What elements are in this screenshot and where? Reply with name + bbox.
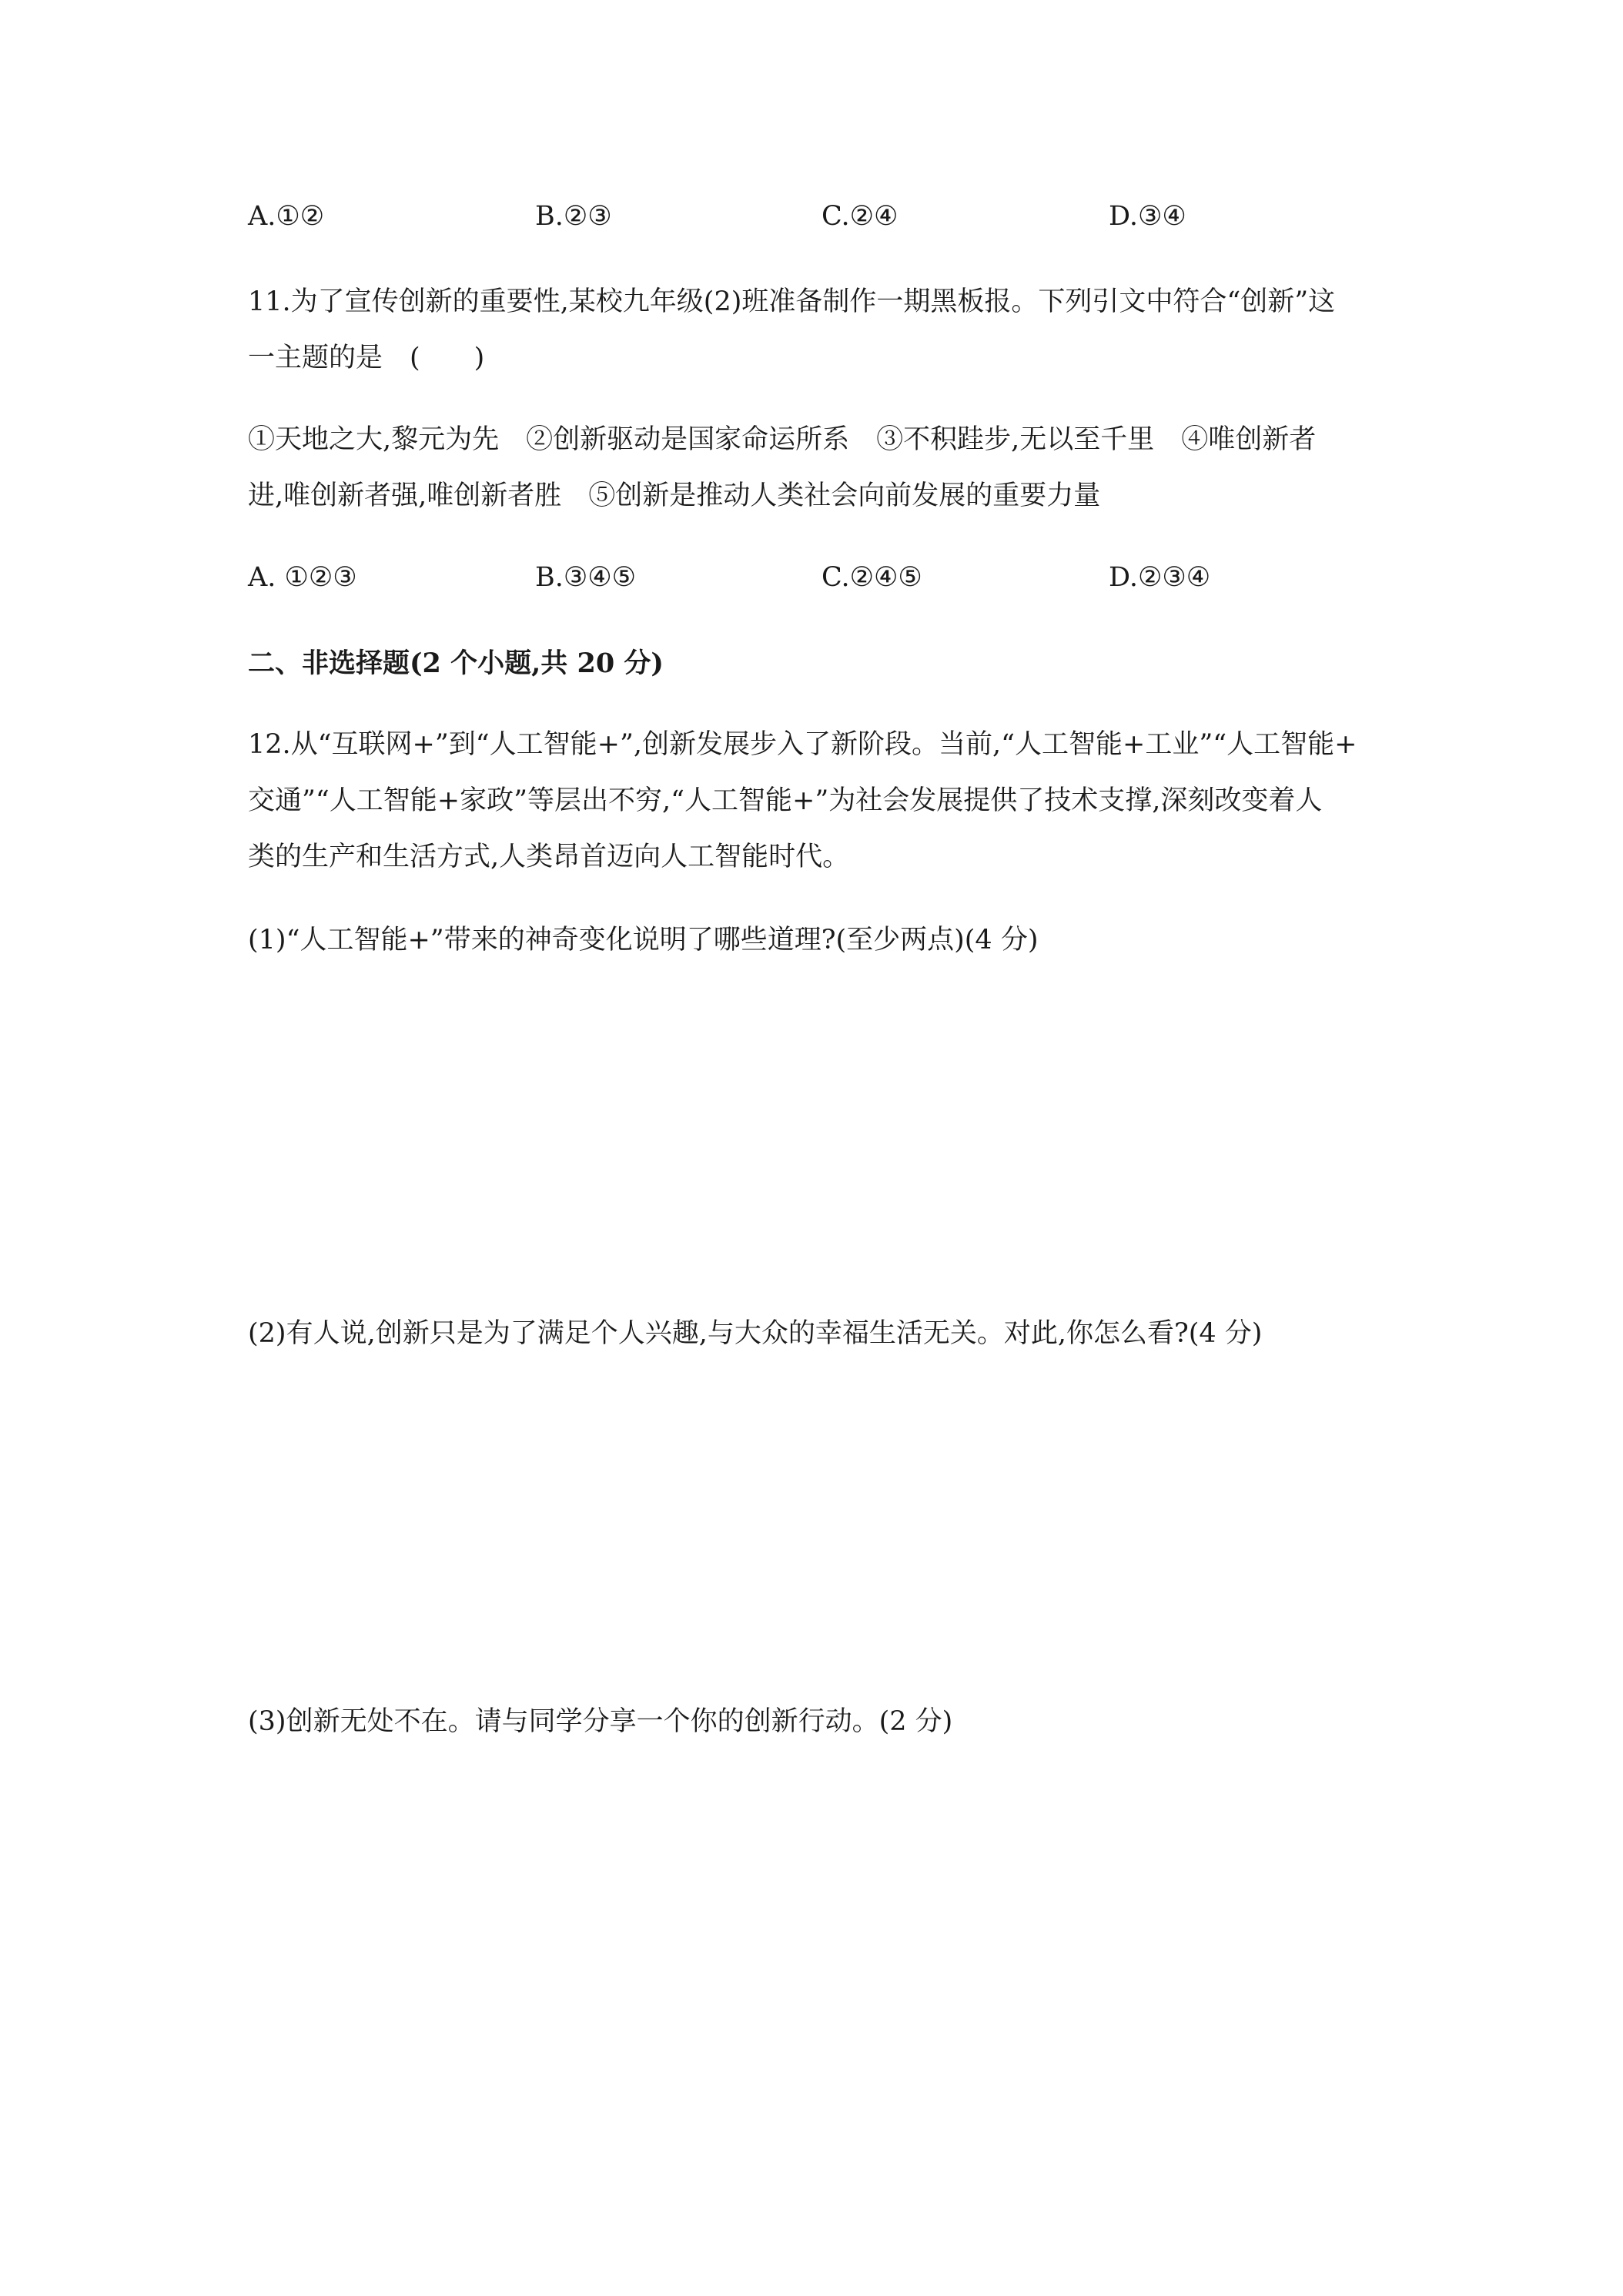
section-2-heading: 二、非选择题(2 个小题,共 20 分) bbox=[248, 648, 664, 679]
q11-option-d: D.②③④ bbox=[1109, 562, 1211, 593]
q10-option-c: C.②④ bbox=[822, 201, 899, 232]
q11-stem-line-1: 11.为了宣传创新的重要性,某校九年级(2)班准备制作一期黑板报。下列引文中符合“创新”这 bbox=[248, 286, 1336, 317]
q10-option-b: B.②③ bbox=[535, 201, 612, 232]
q11-items-line-1: ①天地之大,黎元为先 ②创新驱动是国家命运所系 ③不积跬步,无以至千里 ④唯创新者 bbox=[248, 424, 1317, 455]
q10-option-d: D.③④ bbox=[1109, 201, 1186, 232]
q11-option-c: C.②④⑤ bbox=[822, 562, 922, 593]
q11-option-a: A. ①②③ bbox=[248, 562, 357, 593]
q11-option-b: B.③④⑤ bbox=[535, 562, 636, 593]
q12-subquestion-2: (2)有人说,创新只是为了满足个人兴趣,与大众的幸福生活无关。对此,你怎么看?(4 分) bbox=[248, 1318, 1263, 1349]
q12-subquestion-1: (1)“人工智能+”带来的神奇变化说明了哪些道理?(至少两点)(4 分) bbox=[248, 925, 1039, 956]
q12-subquestion-3: (3)创新无处不在。请与同学分享一个你的创新行动。(2 分) bbox=[248, 1706, 953, 1737]
q12-stem-line-3: 类的生产和生活方式,人类昂首迈向人工智能时代。 bbox=[248, 842, 850, 872]
q12-stem-line-1: 12.从“互联网+”到“人工智能+”,创新发展步入了新阶段。当前,“人工智能+工业”“人工智能+ bbox=[248, 729, 1357, 760]
q12-stem-line-2: 交通”“人工智能+家政”等层出不穷,“人工智能+”为社会发展提供了技术支撑,深刻改变着人 bbox=[248, 785, 1323, 816]
q10-option-a: A.①② bbox=[248, 201, 325, 232]
q11-stem-line-2: 一主题的是 ( ) bbox=[248, 343, 485, 373]
q11-items-line-2: 进,唯创新者强,唯创新者胜 ⑤创新是推动人类社会向前发展的重要力量 bbox=[248, 480, 1101, 511]
